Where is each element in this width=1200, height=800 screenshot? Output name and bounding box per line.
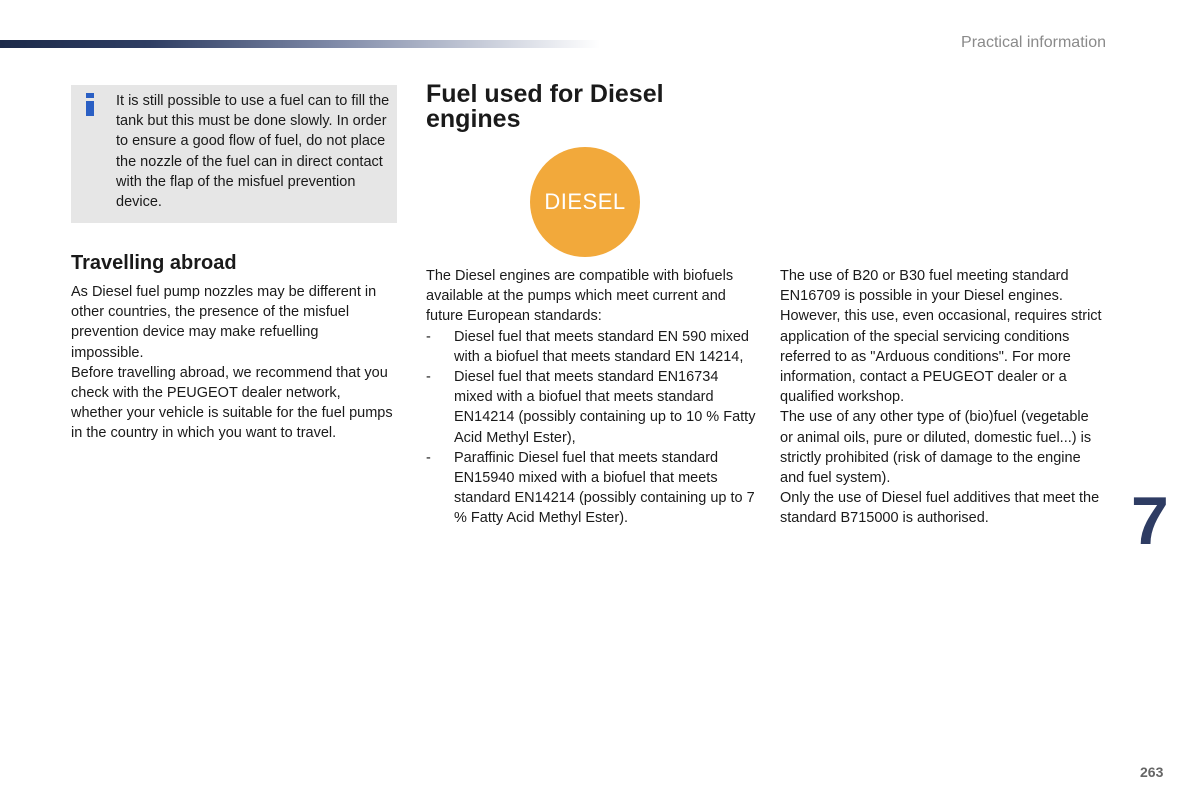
fuel-standards-list: [426, 327, 756, 529]
info-box: [71, 85, 397, 223]
travelling-abroad-paragraph: Before travelling abroad, we recommend that you check with the PEUGEOT dealer network, whether your vehicle is suitable for the fuel pumps in the country in which you want to travel.: [71, 364, 393, 442]
page-title: Fuel used for Diesel engines: [426, 80, 664, 133]
diesel-compatibility-column: [426, 266, 756, 529]
travelling-abroad-heading: Travelling abroad: [71, 252, 237, 274]
diesel-intro: The Diesel engines are compatible with biofuels available at the pumps which meet current and future European standards:: [426, 268, 734, 325]
info-icon: [84, 93, 96, 119]
header-accent-bar: [0, 40, 600, 48]
biofuel-paragraph: Only the use of Diesel fuel additives that meet the standard B715000 is authorised.: [780, 490, 1100, 527]
list-item: - Diesel fuel that meets standard EN 590 mixed with a biofuel that meets standard EN 14214,: [426, 328, 749, 365]
diesel-badge-label: DIESEL: [544, 189, 626, 214]
travelling-abroad-paragraph: As Diesel fuel pump nozzles may be different in other countries, the presence of the misfuel prevention device may make refuelling impossible.: [71, 284, 377, 361]
info-box-text: It is still possible to use a fuel can to fill the tank but this must be done slowly. In order to ensure a good flow of fuel, do not place the nozzle of the fuel can in direct contact with the flap of the misfuel prevention device.: [116, 93, 390, 211]
travelling-abroad-body: [71, 282, 393, 444]
biofuel-paragraph: The use of any other type of (bio)fuel (vegetable or animal oils, pure or diluted, domestic fuel...) is strictly prohibited (risk of damage to the engine and fuel system).: [780, 409, 1092, 487]
section-title: Practical information: [961, 34, 1106, 51]
biofuel-paragraph: The use of B20 or B30 fuel meeting standard EN16709 is possible in your Diesel engines. However, this use, even occasional, requires strict application of the special servicing conditions referred to as "Arduous conditions". For more information, contact a PEUGEOT dealer or a qualified workshop.: [780, 268, 1102, 406]
biofuel-usage-column: [780, 266, 1105, 529]
list-item: - Diesel fuel that meets standard EN16734 mixed with a biofuel that meets standard EN14214 (possibly containing up to 10 % Fatty Acid Methyl Ester),: [426, 369, 756, 446]
chapter-number: 7: [1131, 483, 1169, 559]
list-item: - Paraffinic Diesel fuel that meets standard EN15940 mixed with a biofuel that meets standard EN14214 (possibly containing up to 7 % Fatty Acid Methyl Ester).: [426, 449, 755, 527]
diesel-badge: [530, 147, 640, 257]
page-number: 263: [1140, 764, 1164, 780]
